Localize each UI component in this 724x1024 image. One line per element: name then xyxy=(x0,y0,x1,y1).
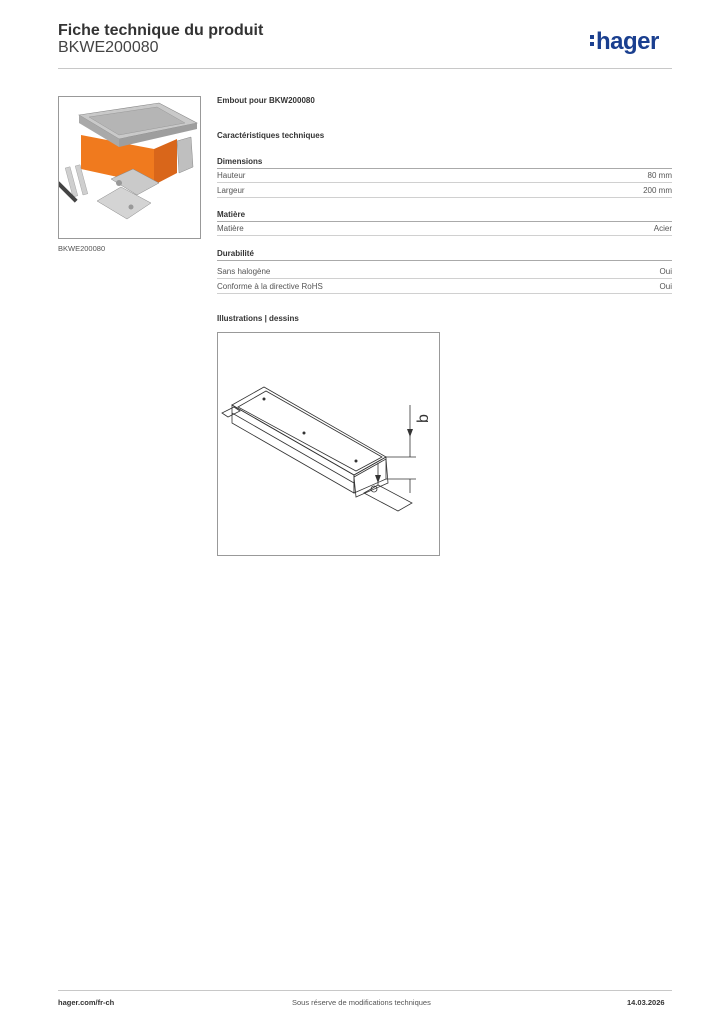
product-illustration-icon xyxy=(59,97,200,238)
footer-notice: Sous réserve de modifications techniques xyxy=(292,998,431,1007)
footer-divider xyxy=(58,990,672,991)
spec-group-dimensions: Dimensions xyxy=(217,157,672,169)
spec-group-durability: Durabilité xyxy=(217,249,672,261)
spec-label: Matière xyxy=(217,223,244,233)
spec-label: Sans halogène xyxy=(217,266,271,276)
spec-row-rohs xyxy=(217,279,672,294)
technical-drawing-icon xyxy=(218,333,439,555)
dimension-label-b: b xyxy=(415,414,432,423)
specs-heading: Caractéristiques techniques xyxy=(217,131,325,140)
page-title: Fiche technique du produit xyxy=(58,22,264,39)
spec-value: Oui xyxy=(659,281,672,291)
logo-dots-icon xyxy=(590,35,595,49)
technical-drawing xyxy=(217,332,440,556)
spec-row-material xyxy=(217,221,672,236)
product-photo xyxy=(58,96,201,239)
product-photo-caption: BKWE200080 xyxy=(58,244,106,253)
spec-row-width xyxy=(217,183,672,198)
header-divider xyxy=(58,68,672,69)
spec-value: 200 mm xyxy=(643,185,672,195)
spec-value: Oui xyxy=(659,266,672,276)
footer-website-link[interactable]: hager.com/fr-ch xyxy=(58,998,115,1007)
page-subtitle: BKWE200080 xyxy=(58,39,159,56)
spec-row-height xyxy=(217,168,672,183)
spec-group-material: Matière xyxy=(217,210,672,222)
spec-value: 80 mm xyxy=(647,170,672,180)
footer-date: 14.03.2026 xyxy=(627,998,665,1007)
spec-label: Conforme à la directive RoHS xyxy=(217,281,323,291)
spec-row-halogen-free xyxy=(217,264,672,279)
hager-logo[interactable] xyxy=(590,28,659,56)
spec-value: Acier xyxy=(653,223,672,233)
spec-label: Largeur xyxy=(217,185,245,195)
illustrations-heading: Illustrations | dessins xyxy=(217,314,299,323)
logo-text: hager xyxy=(596,28,659,55)
spec-label: Hauteur xyxy=(217,170,246,180)
product-name: Embout pour BKW200080 xyxy=(217,96,315,105)
